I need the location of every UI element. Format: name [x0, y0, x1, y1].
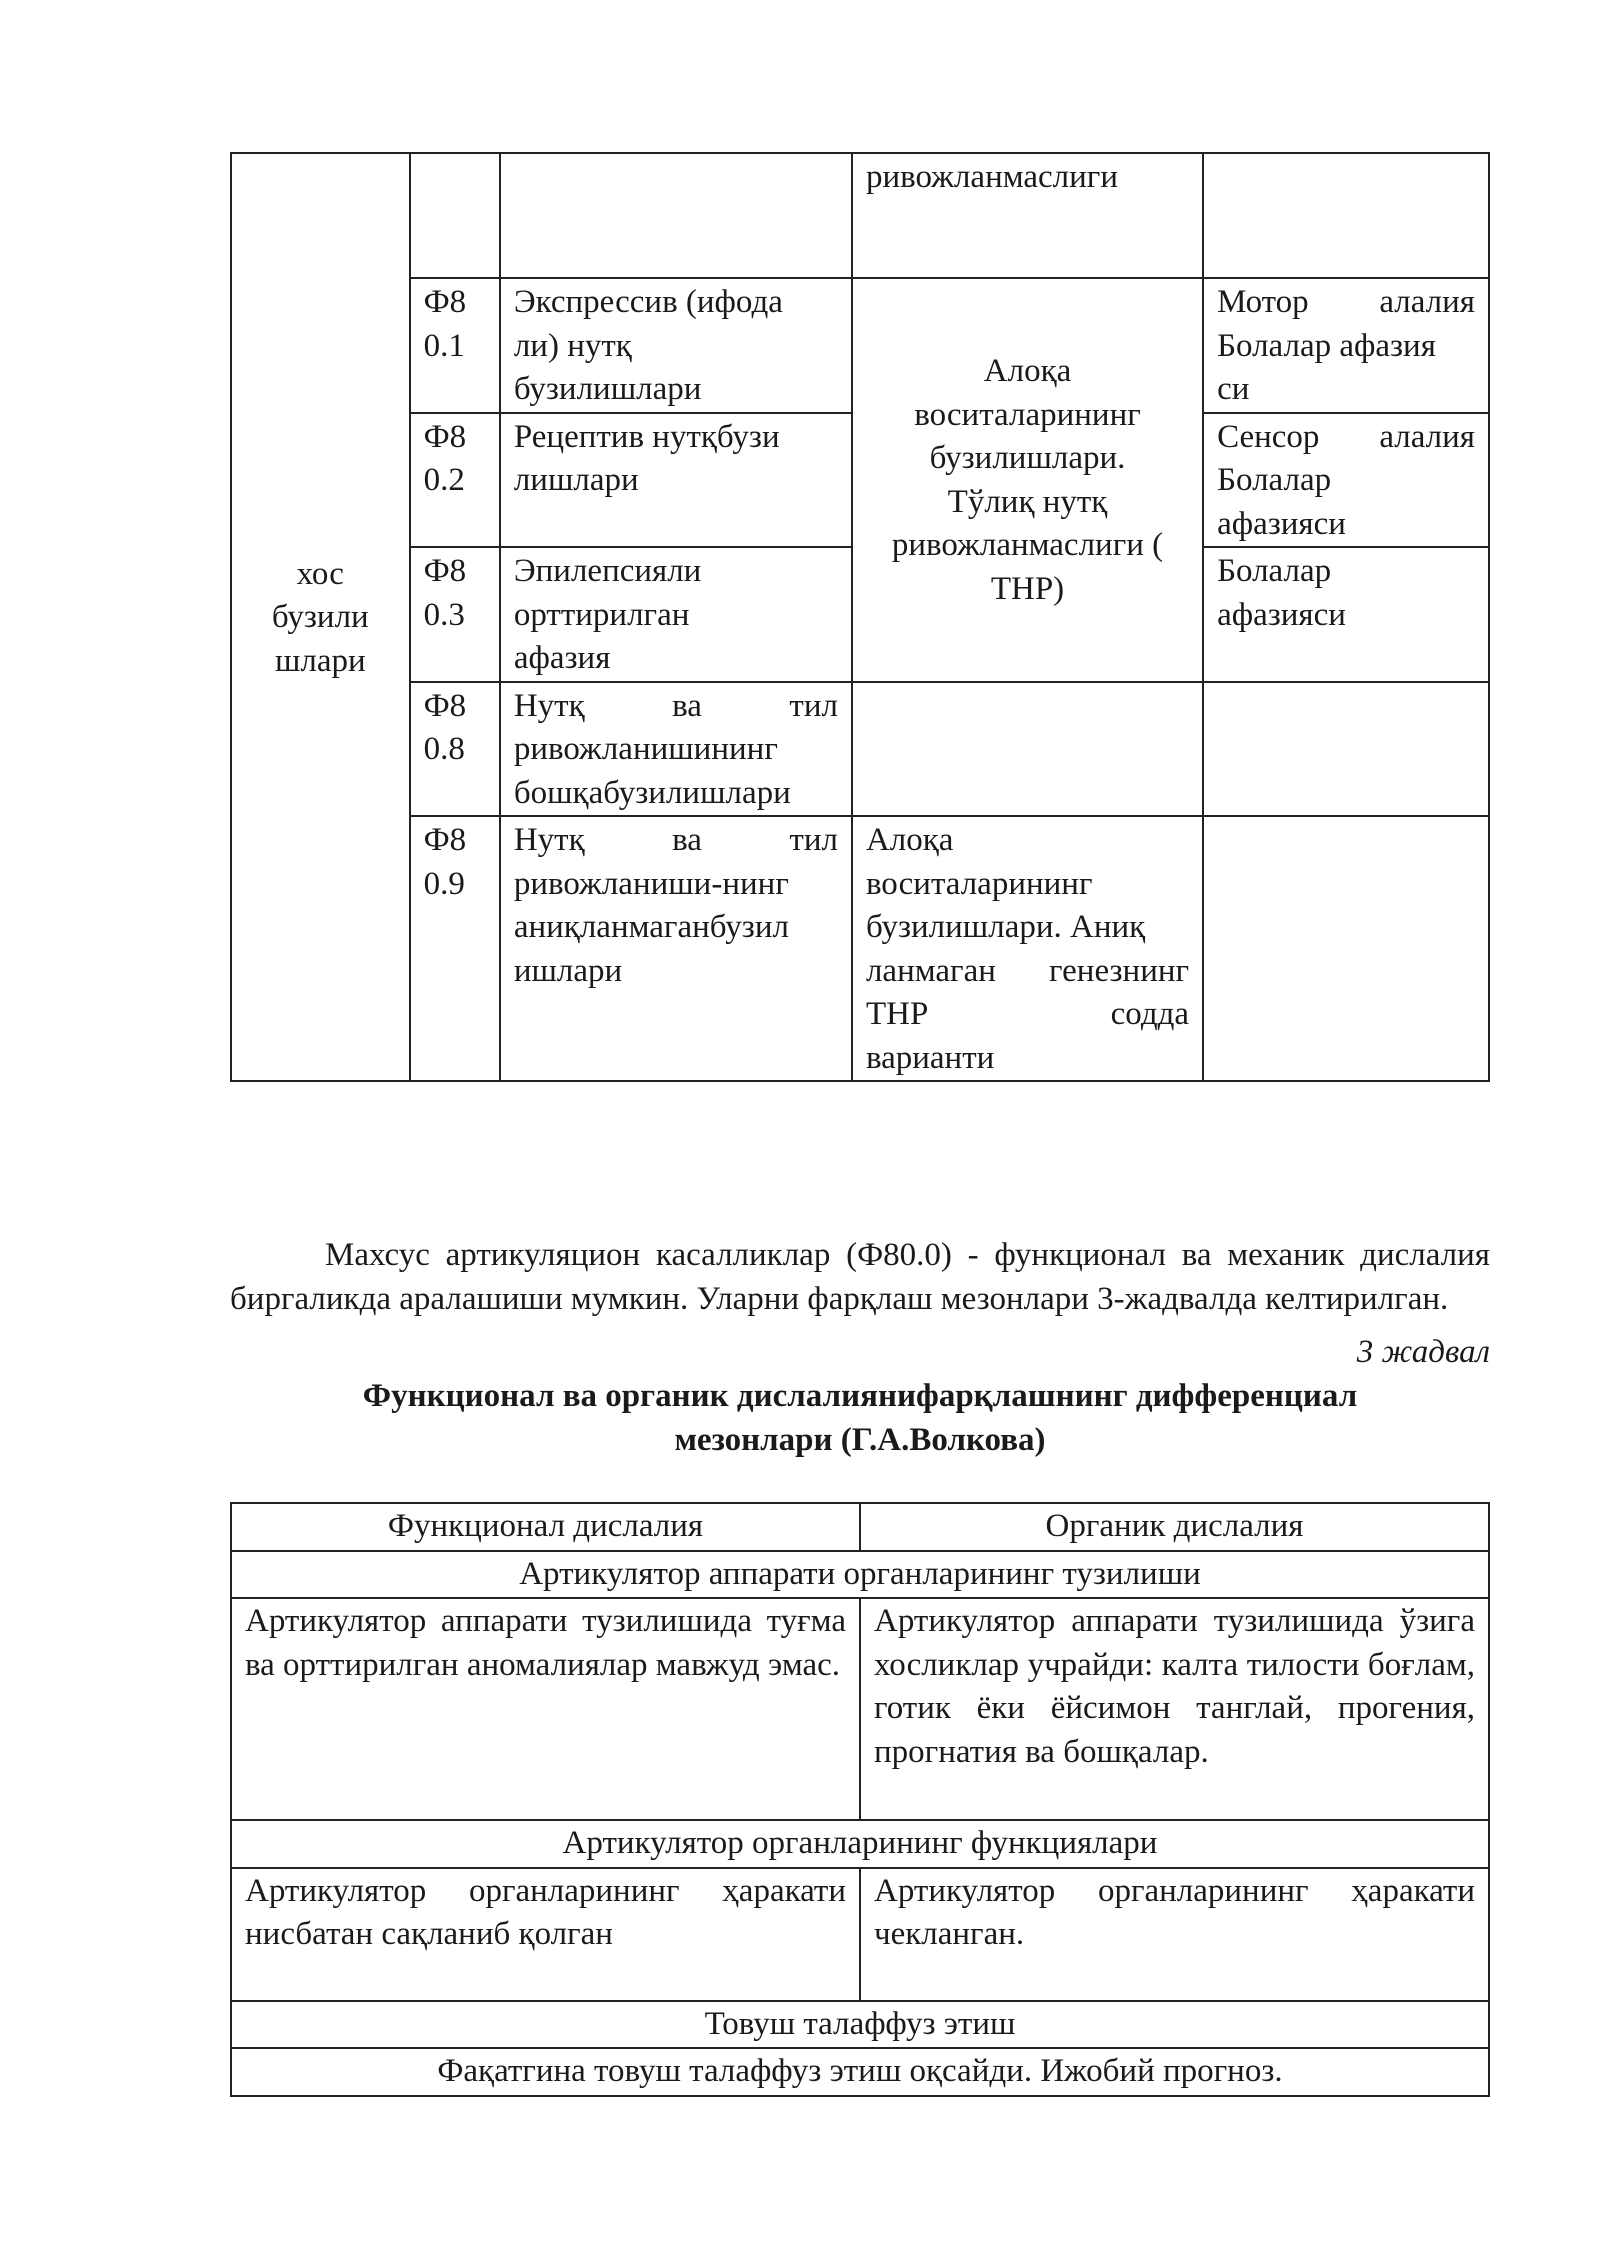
correlate-cell: Сенсор алалия Болалар афазияси: [1203, 413, 1489, 548]
table-cell: Артикулятор органларининг ҳаракати чекланган.: [860, 1868, 1489, 2001]
table-cell: Фақатгина товуш талаффуз этиш оқсайди. Ижобий прогноз.: [231, 2048, 1489, 2096]
document-page: [230, 152, 1490, 2089]
section-row: [231, 1820, 1489, 1868]
group-label-cell: хос бузили шлари: [231, 153, 410, 1081]
code-cell: Ф8 0.2: [410, 413, 500, 548]
section-header: Артикулятор органларининг функциялари: [231, 1820, 1489, 1868]
merged-category-cell: Алоқа воситаларининг бузилишлари. Тўлиқ нутқ ривожланмаслиги ( ТНР): [852, 278, 1203, 682]
table-row: [231, 153, 1489, 278]
correlate-cell: Болалар афазияси: [1203, 547, 1489, 682]
name-cell: Нутқ ва тил ривожланишининг бошқабузилишлари: [500, 682, 852, 817]
section-row: [231, 2001, 1489, 2049]
table-header-row: [231, 1503, 1489, 1551]
section-row: [231, 1551, 1489, 1599]
table-row: [231, 278, 1489, 413]
name-cell: [500, 153, 852, 278]
column-header: Органик дислалия: [860, 1503, 1489, 1551]
table-label: 3 жадвал: [1356, 1334, 1490, 1370]
table-row: [231, 682, 1489, 817]
category-cell: [852, 682, 1203, 817]
table-row: [231, 816, 1489, 1081]
name-cell: Нутқ ва тил ривожланиши-нинг аниқланмаганбузил ишлари: [500, 816, 852, 1081]
name-cell: Эпилепсияли орттирилган афазия: [500, 547, 852, 682]
table-row: [231, 1598, 1489, 1820]
correlate-cell: [1203, 816, 1489, 1081]
column-header: Функционал дислалия: [231, 1503, 860, 1551]
table-heading: Функционал ва органик дислалиянифарқлашнинг дифференциал мезонлари (Г.А.Волкова): [362, 1378, 1358, 1458]
table-cell: Артикулятор аппарати тузилишида туғма ва орттирилган аномалиялар мавжуд эмас.: [231, 1598, 860, 1820]
name-cell: Экспрессив (ифода ли) нутқ бузилишлари: [500, 278, 852, 413]
table-row: [231, 1868, 1489, 2001]
dyslalia-comparison-table: [230, 1502, 1490, 2097]
body-paragraph: Махсус артикуляцион касалликлар (Ф80.0) - функционал ва механик дислалия биргаликда аралашиши мумкин. Уларни фарқлаш мезонлари 3-жадвалда келтирилган.: [230, 1237, 1490, 1317]
diagnosis-table: [230, 152, 1490, 1082]
correlate-cell: [1203, 153, 1489, 278]
code-cell: Ф8 0.8: [410, 682, 500, 817]
table-cell: Артикулятор аппарати тузилишида ўзига хосликлар учрайди: калта тилости боғлам, готик ёки ёйсимон танглай, прогения, прогнатия ва бошқалар.: [860, 1598, 1489, 1820]
section-header: Артикулятор аппарати органларининг тузилиши: [231, 1551, 1489, 1599]
category-cell: Алоқа воситаларининг бузилишлари. Аниқ ланмаган генезнинг ТНР содда варианти: [852, 816, 1203, 1081]
table-row: [231, 2048, 1489, 2096]
category-cell: ривожланмаслиги: [852, 153, 1203, 278]
table-cell: Артикулятор органларининг ҳаракати нисбатан сақланиб қолган: [231, 1868, 860, 2001]
code-cell: Ф8 0.9: [410, 816, 500, 1081]
name-cell: Рецептив нутқбузи лишлари: [500, 413, 852, 548]
section-header: Товуш талаффуз этиш: [231, 2001, 1489, 2049]
correlate-cell: Мотор алалия Болалар афазия си: [1203, 278, 1489, 413]
code-cell: [410, 153, 500, 278]
correlate-cell: [1203, 682, 1489, 817]
code-cell: Ф8 0.3: [410, 547, 500, 682]
code-cell: Ф8 0.1: [410, 278, 500, 413]
